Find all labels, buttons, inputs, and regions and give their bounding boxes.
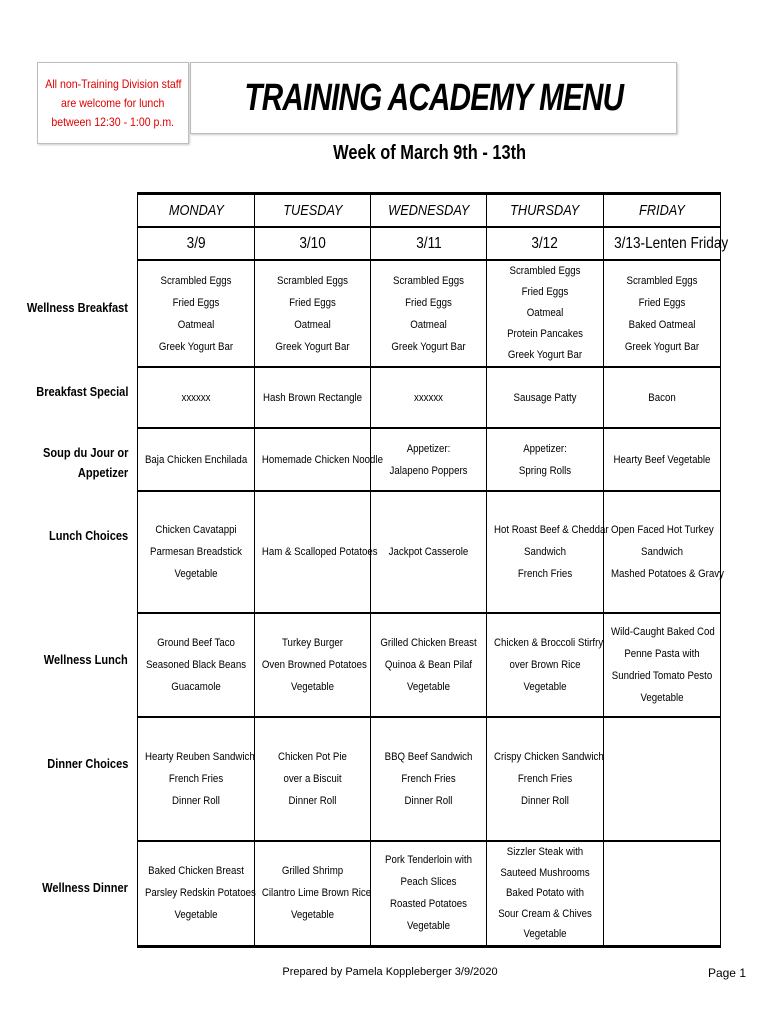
row-label-dinner-choices: Dinner Choices (46, 756, 128, 771)
lunch-notice-box (37, 62, 189, 144)
menu-cell: Homemade Chicken Noodle (255, 428, 371, 491)
row-breakfast-special (138, 367, 721, 428)
page-title: TRAINING ACADEMY MENU (244, 76, 623, 119)
menu-cell: Baked Chicken Breast Parsley Redskin Potatoes Vegetable (138, 841, 255, 946)
row-label-soup-line: Appetizer (77, 465, 128, 480)
menu-cell: xxxxxx (138, 367, 255, 428)
menu-cell-empty (604, 717, 721, 841)
menu-cell: xxxxxx (371, 367, 487, 428)
day-header: WEDNESDAY (371, 194, 487, 228)
prepared-by-footer: Prepared by Pamela Koppleberger 3/9/2020 (282, 966, 498, 978)
menu-cell: Chicken Pot Pie over a Biscuit Dinner Roll (255, 717, 371, 841)
day-header: THURSDAY (487, 194, 604, 228)
date-cell: 3/10 (255, 227, 371, 260)
menu-cell: Wild-Caught Baked Cod Penne Pasta with Sundried Tomato Pesto Vegetable (604, 613, 721, 717)
menu-cell: Grilled Shrimp Cilantro Lime Brown Rice Vegetable (255, 841, 371, 946)
menu-cell: Scrambled Eggs Fried Eggs Oatmeal Greek Yogurt Bar (255, 260, 371, 367)
menu-cell: Appetizer: Spring Rolls (487, 428, 604, 491)
day-header: TUESDAY (255, 194, 371, 228)
menu-cell: Chicken Cavatappi Parmesan Breadstick Vegetable (138, 491, 255, 613)
notice-line: between 12:30 - 1:00 p.m. (51, 114, 175, 129)
row-label-soup-line: Soup du Jour or (42, 445, 128, 460)
weekday-header-row (138, 194, 721, 228)
menu-cell: Jackpot Casserole (371, 491, 487, 613)
menu-cell: Bacon (604, 367, 721, 428)
menu-cell: Appetizer: Jalapeno Poppers (371, 428, 487, 491)
menu-cell: Scrambled Eggs Fried Eggs Oatmeal Protein Pancakes Greek Yogurt Bar (487, 260, 604, 367)
day-header: FRIDAY (604, 194, 721, 228)
row-label-lunch-choices: Lunch Choices (48, 528, 128, 543)
row-wellness-breakfast (138, 260, 721, 367)
row-lunch-choices (138, 491, 721, 613)
menu-cell-empty (604, 841, 721, 946)
date-cell: 3/12 (487, 227, 604, 260)
menu-cell: BBQ Beef Sandwich French Fries Dinner Roll (371, 717, 487, 841)
menu-cell: Pork Tenderloin with Peach Slices Roasted Potatoes Vegetable (371, 841, 487, 946)
menu-cell: Sizzler Steak with Sauteed Mushrooms Baked Potato with Sour Cream & Chives Vegetable (487, 841, 604, 946)
date-cell: 3/13-Lenten Friday (604, 227, 721, 260)
menu-cell: Scrambled Eggs Fried Eggs Oatmeal Greek Yogurt Bar (371, 260, 487, 367)
menu-cell: Sausage Patty (487, 367, 604, 428)
row-wellness-dinner (138, 841, 721, 946)
menu-cell: Open Faced Hot Turkey Sandwich Mashed Potatoes & Gravy (604, 491, 721, 613)
menu-cell: Turkey Burger Oven Browned Potatoes Vegetable (255, 613, 371, 717)
title-box (190, 62, 677, 134)
week-subtitle-text: Week of March 9th - 13th (333, 142, 527, 164)
row-label-wellness-dinner: Wellness Dinner (42, 880, 128, 895)
row-wellness-lunch (138, 613, 721, 717)
menu-cell: Scrambled Eggs Fried Eggs Oatmeal Greek Yogurt Bar (138, 260, 255, 367)
menu-cell: Ham & Scalloped Potatoes (255, 491, 371, 613)
menu-cell: Baja Chicken Enchilada (138, 428, 255, 491)
page-number: Page 1 (707, 966, 746, 980)
menu-table (137, 192, 729, 948)
menu-cell: Crispy Chicken Sandwich French Fries Dinner Roll (487, 717, 604, 841)
row-soup-appetizer (138, 428, 721, 491)
date-cell: 3/9 (138, 227, 255, 260)
date-row (138, 227, 721, 260)
week-subtitle (230, 142, 630, 165)
menu-cell: Ground Beef Taco Seasoned Black Beans Guacamole (138, 613, 255, 717)
menu-cell: Hearty Reuben Sandwich French Fries Dinner Roll (138, 717, 255, 841)
row-dinner-choices (138, 717, 721, 841)
menu-cell: Scrambled Eggs Fried Eggs Baked Oatmeal Greek Yogurt Bar (604, 260, 721, 367)
row-label-wellness-breakfast: Wellness Breakfast (26, 300, 128, 315)
notice-line: All non-Training Division staff (44, 76, 182, 91)
row-label-soup-appetizer (0, 443, 128, 483)
notice-line: are welcome for lunch (61, 95, 165, 110)
menu-cell: Chicken & Broccoli Stirfry over Brown Rice Vegetable (487, 613, 604, 717)
menu-cell: Grilled Chicken Breast Quinoa & Bean Pilaf Vegetable (371, 613, 487, 717)
menu-cell: Hot Roast Beef & Cheddar Sandwich French Fries (487, 491, 604, 613)
row-label-breakfast-special: Breakfast Special (35, 384, 128, 399)
menu-cell: Hearty Beef Vegetable (604, 428, 721, 491)
day-header: MONDAY (138, 194, 255, 228)
menu-cell: Hash Brown Rectangle (255, 367, 371, 428)
date-cell: 3/11 (371, 227, 487, 260)
row-label-wellness-lunch: Wellness Lunch (44, 652, 128, 667)
